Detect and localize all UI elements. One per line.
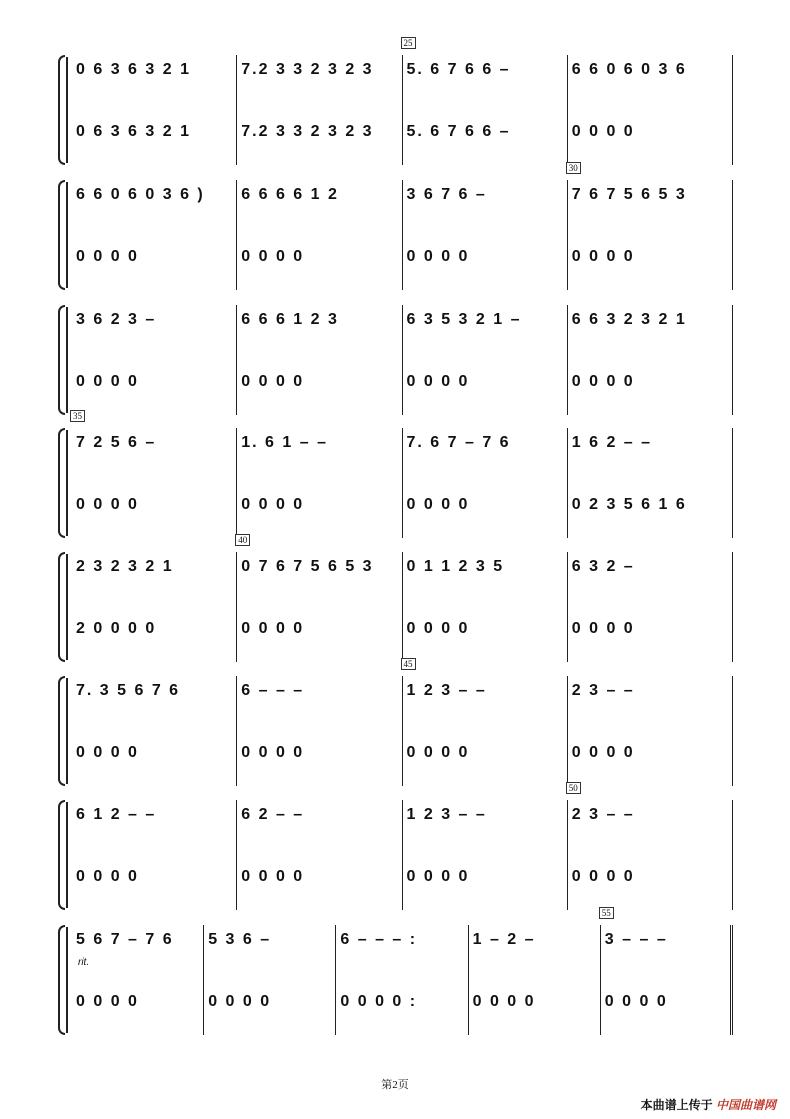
accompaniment-notes: 0 0 0 0 [76,496,139,513]
measure-row [72,535,733,662]
accompaniment-notes: 0 0 0 0 [406,248,470,265]
measure [237,535,402,662]
measure [237,305,402,415]
melody-notes: 6 3 2 – [571,558,635,575]
accompaniment-notes: 0 0 0 0 [76,373,139,390]
staff-system [58,535,733,662]
melody-notes: 6 3 5 3 2 1 – [406,311,522,328]
melody-notes: 1 – 2 – [472,931,536,948]
melody-notes: 6 6 6 6 1 2 [241,186,339,203]
measure [403,659,568,786]
accompaniment-notes: 0 0 0 0 [76,744,139,761]
measure [568,783,733,910]
measure [568,163,733,290]
measure [403,800,568,910]
system-bracket [58,305,65,415]
measure [403,428,568,538]
accompaniment-notes: 0 0 0 0 [571,248,635,265]
upload-text: 本曲谱上传于 [640,1098,713,1112]
accompaniment-notes: 0 0 0 0 [241,620,305,637]
accompaniment-notes: 0 0 0 0 [571,373,635,390]
measure [568,305,733,415]
accompaniment-notes: 0 0 0 0 [406,868,470,885]
measure [72,55,237,165]
melody-notes: 5. 6 7 6 6 – [406,61,511,78]
measure [568,676,733,786]
accompaniment-notes: 2 0 0 0 0 [76,620,157,637]
accompaniment-notes: 0 0 0 0 : [340,993,418,1010]
measure-row [72,783,733,910]
measure-number: 55 [599,907,614,919]
measure [403,552,568,662]
measure [469,925,601,1035]
accompaniment-notes: 0 0 0 0 [406,373,470,390]
melody-notes: 1 2 3 – – [406,806,487,823]
measure [601,908,733,1035]
accompaniment-notes: 0 2 3 5 6 1 6 [571,496,687,513]
melody-notes: 7. 6 7 – 7 6 [406,434,511,451]
measure [403,38,568,165]
measure [568,428,733,538]
accompaniment-notes: 0 0 0 0 [241,868,305,885]
accompaniment-notes: 0 0 0 0 [76,248,139,265]
measure [72,800,237,910]
measure [237,55,402,165]
staff-system [58,908,733,1035]
measure-number: 30 [566,162,581,174]
measure-row [72,305,733,415]
measure [72,676,237,786]
melody-notes: 7.2 3 3 2 3 2 3 [241,61,374,78]
accompaniment-notes: 0 0 0 0 [241,744,305,761]
measure [237,428,402,538]
melody-notes: 1 6 2 – – [571,434,653,451]
accompaniment-notes: 0 0 0 0 [241,248,305,265]
measure [336,925,468,1035]
melody-notes: 7. 3 5 6 7 6 [76,682,181,699]
system-bracket [58,800,65,910]
measure [72,305,237,415]
accompaniment-notes: 0 0 0 0 [208,993,272,1010]
staff-system [58,659,733,786]
accompaniment-notes: 0 0 0 0 [406,744,470,761]
ritardando-mark: rit. [78,957,90,968]
accompaniment-notes: 0 0 0 0 [571,868,635,885]
system-bracket [58,428,65,538]
melody-notes: 3 – – – [604,931,668,948]
accompaniment-notes: 0 0 0 0 [76,993,139,1010]
system-bracket [58,180,65,290]
measure-number: 25 [401,37,416,49]
measure-number: 45 [401,658,416,670]
measure [72,552,237,662]
melody-notes: 0 6 3 6 3 2 1 [76,61,191,78]
staff-system [58,411,733,538]
accompaniment-notes: 0 0 0 0 [472,993,536,1010]
staff-system [58,783,733,910]
measure [568,55,733,165]
measure [237,676,402,786]
melody-notes: 2 3 – – [571,806,635,823]
staff-system [58,305,733,415]
melody-notes: 6 – – – [241,682,305,699]
accompaniment-notes: 0 0 0 0 [241,496,305,513]
accompaniment-notes: 0 0 0 0 [571,620,635,637]
system-bracket [58,55,65,165]
system-bracket [58,552,65,662]
melody-notes: 6 6 0 6 0 3 6 [571,61,687,78]
measure [403,305,568,415]
page-number: 第2页 [381,1079,409,1091]
system-bracket [58,925,65,1035]
accompaniment-notes: 0 0 0 0 [406,496,470,513]
measure-row [72,411,733,538]
melody-notes: 2 3 2 3 2 1 [76,558,174,575]
site-logo: 中国曲谱网 [715,1098,776,1112]
staff-system [58,38,733,165]
accompaniment-notes: 0 0 0 0 [406,620,470,637]
measure [568,552,733,662]
melody-notes: 6 6 3 2 3 2 1 [571,311,687,328]
accompaniment-notes: 5. 6 7 6 6 – [406,123,511,140]
melody-notes: 6 – – – : [340,931,418,948]
accompaniment-notes: 0 0 0 0 [604,993,668,1010]
melody-notes: 7 2 5 6 – [76,434,157,451]
measure [72,180,237,290]
measure [204,925,336,1035]
measure [72,925,204,1035]
melody-notes: 3 6 7 6 – [406,186,487,203]
melody-notes: 6 6 0 6 0 3 6 ) [76,186,205,203]
accompaniment-notes: 0 0 0 0 [241,373,305,390]
measure-row [72,908,733,1035]
measure-number: 40 [235,534,250,546]
measure-number: 35 [70,410,85,422]
measure-row [72,659,733,786]
accompaniment-notes: 0 0 0 0 [76,868,139,885]
system-bracket [58,676,65,786]
accompaniment-notes: 0 0 0 0 [571,123,635,140]
melody-notes: 7 6 7 5 6 5 3 [571,186,687,203]
melody-notes: 1. 6 1 – – [241,434,328,451]
measure-number: 50 [566,782,581,794]
melody-notes: 0 1 1 2 3 5 [406,558,505,575]
melody-notes: 6 6 6 1 2 3 [241,311,339,328]
measure [72,411,237,538]
measure-row [72,38,733,165]
accompaniment-notes: 0 0 0 0 [571,744,635,761]
melody-notes: 5 3 6 – [208,931,272,948]
upload-credit [641,1096,776,1113]
melody-notes: 6 1 2 – – [76,806,157,823]
melody-notes: 0 7 6 7 5 6 5 3 [241,558,374,575]
melody-notes: 2 3 – – [571,682,635,699]
melody-notes: 5 6 7 – 7 6 [76,931,174,948]
melody-notes: 6 2 – – [241,806,305,823]
measure [237,800,402,910]
measure-row [72,163,733,290]
accompaniment-notes: 7.2 3 3 2 3 2 3 [241,123,374,140]
accompaniment-notes: 0 6 3 6 3 2 1 [76,123,191,140]
staff-system [58,163,733,290]
measure [237,180,402,290]
melody-notes: 3 6 2 3 – [76,311,157,328]
measure [403,180,568,290]
melody-notes: 1 2 3 – – [406,682,487,699]
